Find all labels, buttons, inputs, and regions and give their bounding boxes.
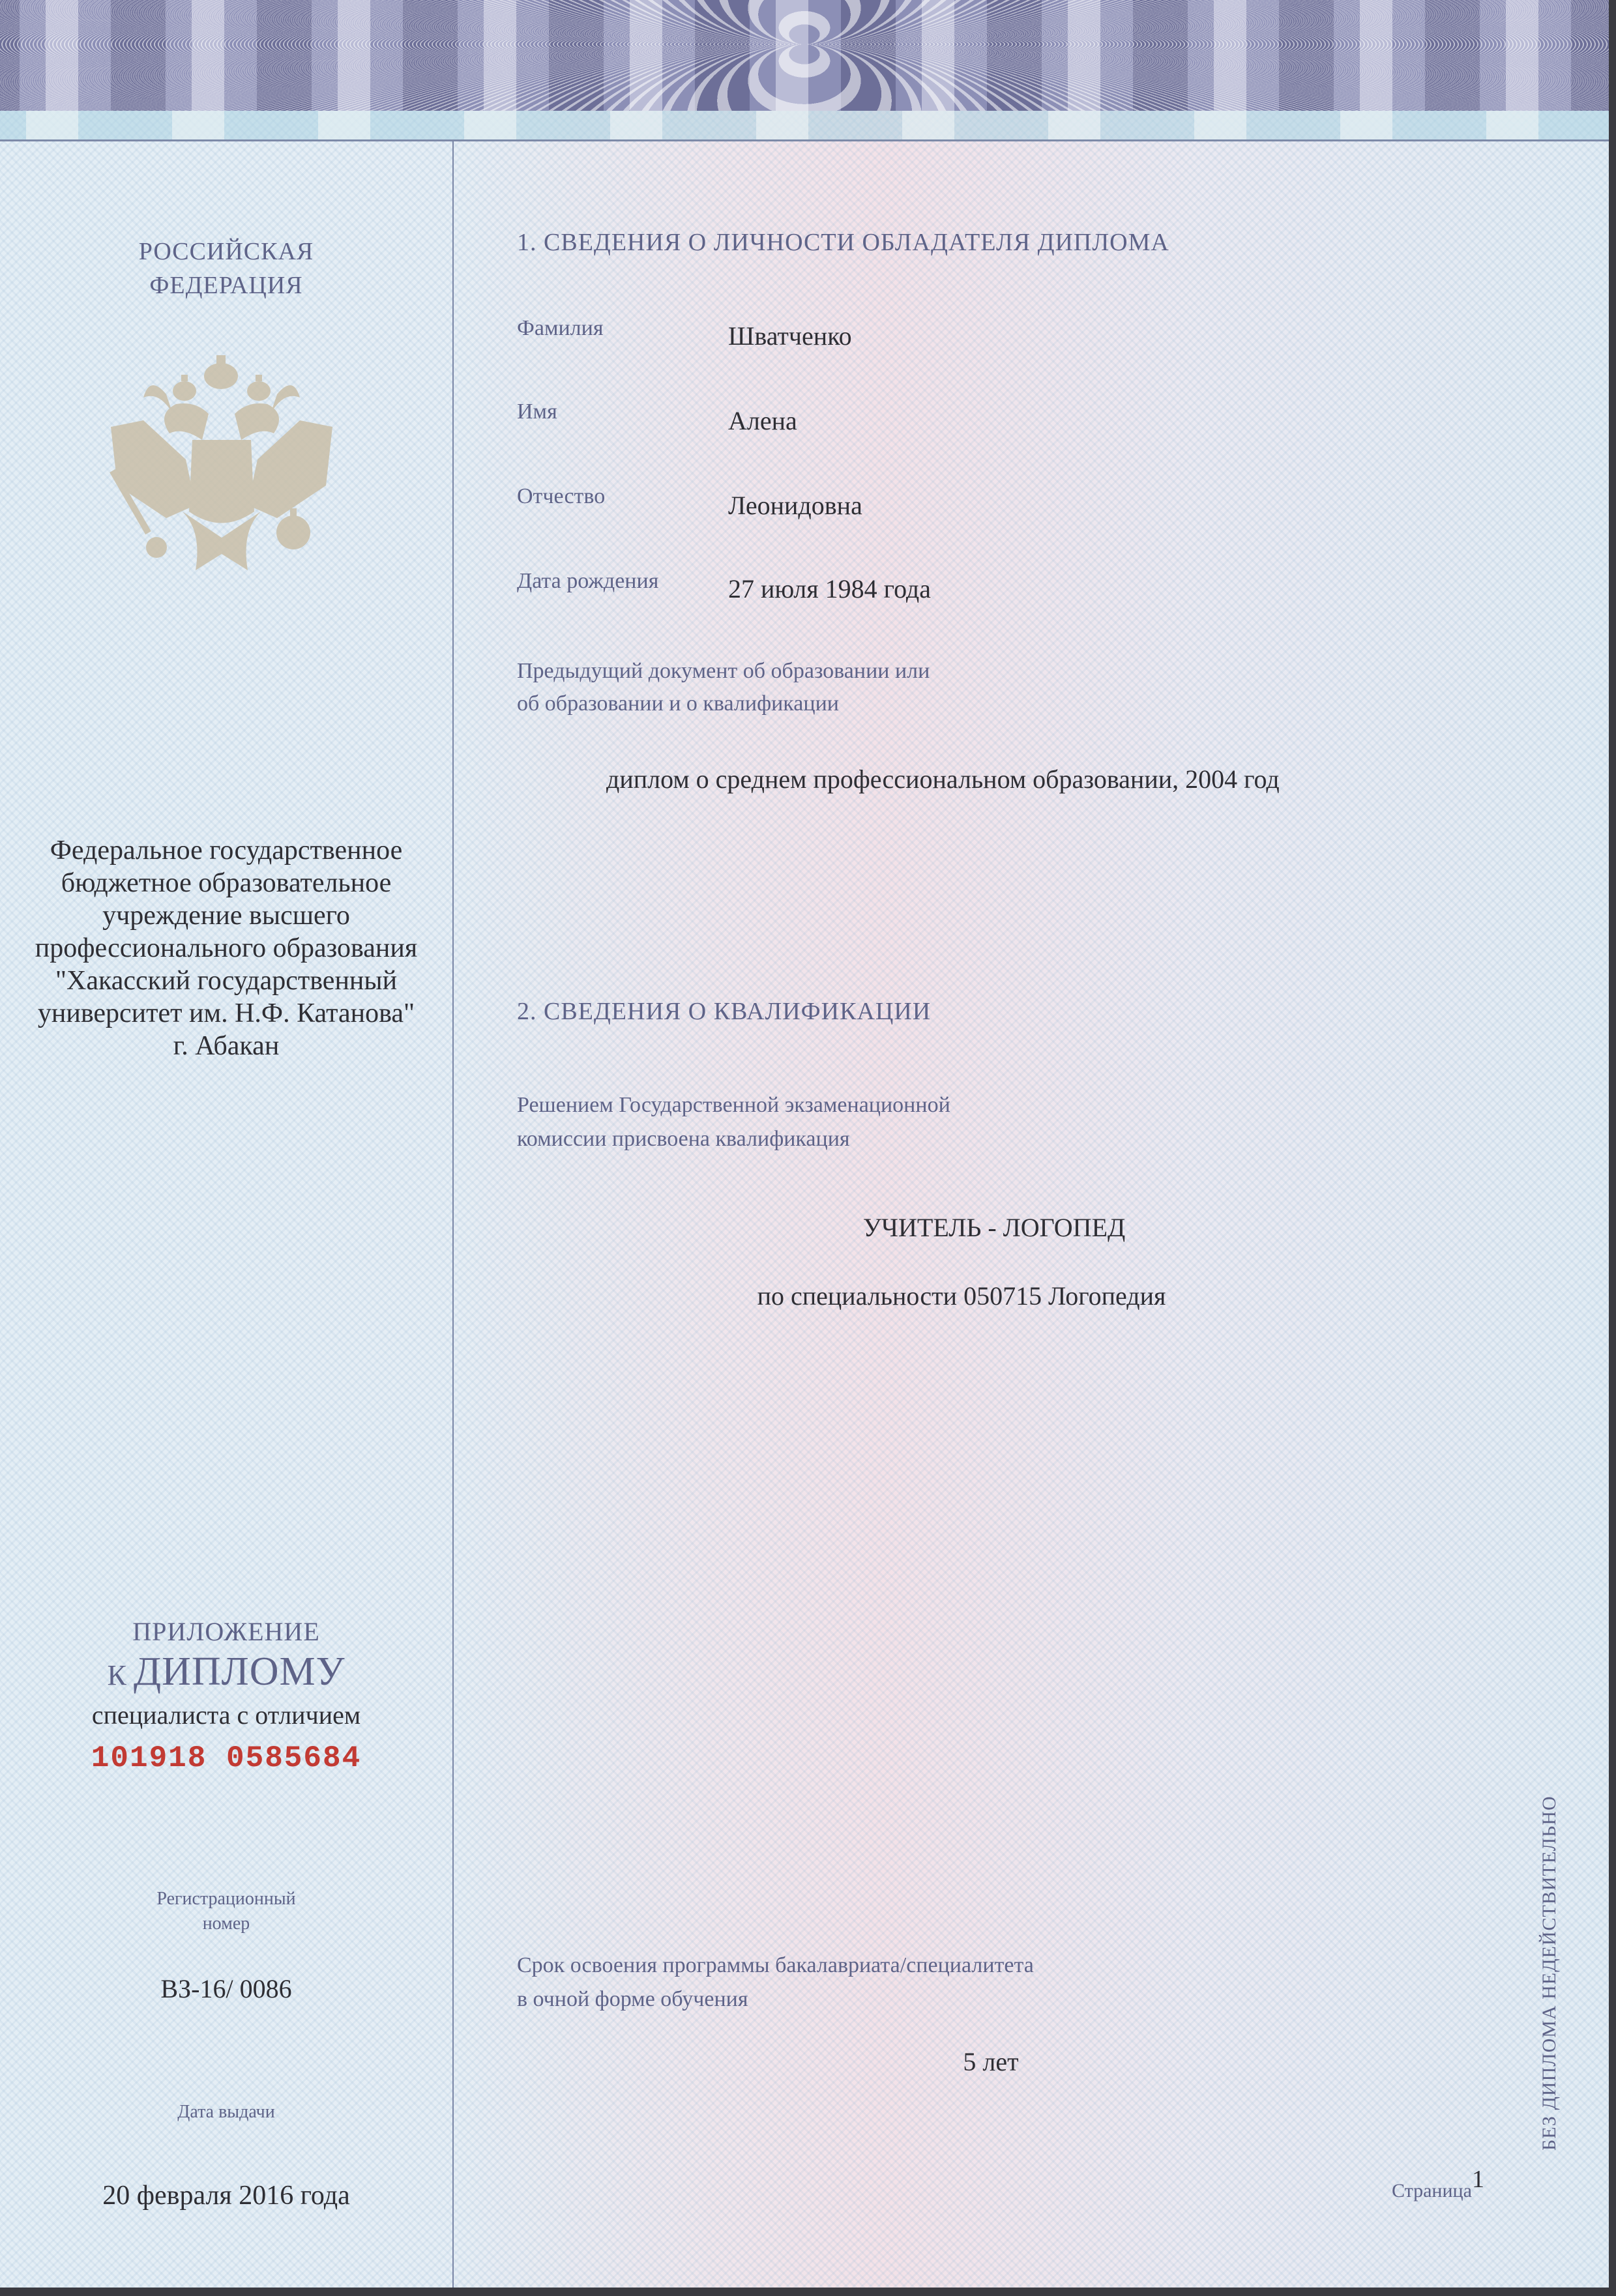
- first-name-value: Алена: [728, 406, 797, 435]
- institution-line: учреждение высшего: [102, 901, 350, 931]
- study-duration-label: [517, 1949, 1034, 2016]
- previous-document-label: [517, 655, 930, 720]
- institution-line: профессионального образования: [35, 933, 418, 963]
- study-duration-label-line-2: в очной форме обучения: [517, 1987, 748, 2011]
- patronymic-label: Отчество: [517, 484, 606, 508]
- previous-document-label-line-2: об образовании и о квалификации: [517, 691, 839, 716]
- study-duration-value: 5 лет: [963, 2047, 1019, 2076]
- registration-number: ВЗ-16/ 0086: [160, 1974, 292, 2003]
- surname-label: Фамилия: [517, 316, 604, 340]
- country-name: [0, 235, 452, 302]
- qualification-value: УЧИТЕЛЬ - ЛОГОПЕД: [862, 1213, 1126, 1242]
- page-number: 1: [1472, 2166, 1484, 2193]
- registration-label-line-2: номер: [202, 1913, 250, 1934]
- qualification-decision-label: [517, 1088, 950, 1156]
- decision-line-1: Решением Государственной экзаменационной: [517, 1093, 950, 1117]
- previous-document-label-line-1: Предыдущий документ об образовании или: [517, 659, 930, 683]
- patronymic-value: Леонидовна: [728, 491, 862, 520]
- institution-name: [0, 834, 452, 1062]
- degree-type: специалиста с отличием: [91, 1700, 361, 1730]
- appendix-k: К: [107, 1659, 127, 1691]
- appendix-diploma-word: ДИПЛОМУ: [133, 1649, 345, 1694]
- russian-eagle-emblem-icon: [104, 355, 339, 580]
- study-duration-label-line-1: Срок освоения программы бакалавриата/специалитета: [517, 1953, 1034, 1977]
- surname-value: Шватченко: [728, 321, 852, 351]
- institution-line: Федеральное государственное: [50, 836, 403, 865]
- page-label: Страница: [1392, 2180, 1472, 2202]
- first-name-label: Имя: [517, 400, 557, 424]
- institution-line: университет им. Н.Ф. Катанова": [37, 998, 415, 1028]
- previous-document-value: диплом о среднем профессиональном образовании, 2004 год: [606, 764, 1280, 794]
- registration-label: [0, 1887, 452, 1936]
- country-line-2: ФЕДЕРАЦИЯ: [149, 272, 303, 299]
- section-1-title: 1. СВЕДЕНИЯ О ЛИЧНОСТИ ОБЛАДАТЕЛЯ ДИПЛОМА: [517, 229, 1169, 256]
- column-divider: [452, 141, 454, 2288]
- issue-date-label: Дата выдачи: [177, 2102, 275, 2122]
- country-line-1: РОССИЙСКАЯ: [138, 238, 314, 265]
- serial-number: 101918 0585684: [91, 1741, 362, 1775]
- institution-line: бюджетное образовательное: [61, 868, 392, 898]
- specialty-value: по специальности 050715 Логопедия: [757, 1281, 1166, 1311]
- top-rule: [0, 139, 1609, 141]
- issue-date: 20 февраля 2016 года: [102, 2181, 350, 2211]
- birth-date-value: 27 июля 1984 года: [728, 574, 932, 603]
- appendix-title-line-2: [0, 1649, 452, 1695]
- decision-line-2: комиссии присвоена квалификация: [517, 1127, 850, 1151]
- birth-date-label: Дата рождения: [517, 569, 659, 593]
- registration-label-line-1: Регистрационный: [156, 1889, 296, 1909]
- guilloche-header-band: [0, 0, 1609, 111]
- institution-line: "Хакасский государственный: [55, 966, 398, 996]
- appendix-title-line-1: ПРИЛОЖЕНИЕ: [132, 1617, 320, 1646]
- section-2-title: 2. СВЕДЕНИЯ О КВАЛИФИКАЦИИ: [517, 998, 932, 1025]
- guilloche-fade-band: [0, 111, 1609, 140]
- institution-line: г. Абакан: [173, 1031, 280, 1061]
- validity-note: БЕЗ ДИПЛОМА НЕДЕЙСТВИТЕЛЬНО: [1538, 1795, 1560, 2151]
